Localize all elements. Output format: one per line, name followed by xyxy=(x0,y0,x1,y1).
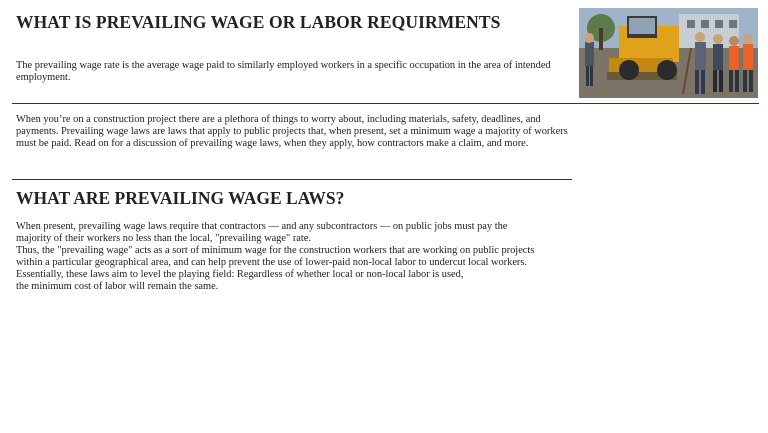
section-heading-prevailing-wage-laws: WHAT ARE PREVAILING WAGE LAWS? xyxy=(16,188,345,208)
text-line: majority of their workers no less than the local, "prevailing wage" rate. xyxy=(16,232,311,244)
prevailing-wage-laws-text xyxy=(16,221,596,292)
intro-paragraph: The prevailing wage rate is the average wage paid to similarly employed workers in a specific occupation in the area of intended employment. xyxy=(16,60,551,83)
section-heading-prevailing-wage: WHAT IS PREVAILING WAGE OR LABOR REQUIRMENTS xyxy=(16,12,501,32)
text-line: within a particular geographical area, and can help prevent the use of lower-paid non-local labor to undercut local workers. xyxy=(16,256,528,268)
text-line: Essentially, these laws aim to level the playing field: Regardless of whether local or non-local labor is used, xyxy=(16,268,464,280)
text-line: When present, prevailing wage laws require that contractors — and any subcontractors — on public jobs must pay the xyxy=(16,221,508,232)
construction-project-paragraph: When you’re on a construction project there are a plethora of things to worry about, including materials, safety, deadlines, and payments. Prevailing wage laws are laws that apply to public projects that, when present, set a minimum wage a majority of workers must be paid. Read on for a discussion of prevailing wage laws, when they apply, how contractors make a claim, and more. xyxy=(16,114,568,150)
divider-rule xyxy=(12,103,759,104)
text-line: Thus, the "prevailing wage" acts as a sort of minimum wage for the construction workers that are working on public projects xyxy=(16,244,535,256)
construction-workers-image xyxy=(579,8,758,98)
divider-rule xyxy=(12,179,572,180)
construction-workers-photo xyxy=(579,8,758,98)
text-line: the minimum cost of labor will remain the same. xyxy=(16,280,219,292)
